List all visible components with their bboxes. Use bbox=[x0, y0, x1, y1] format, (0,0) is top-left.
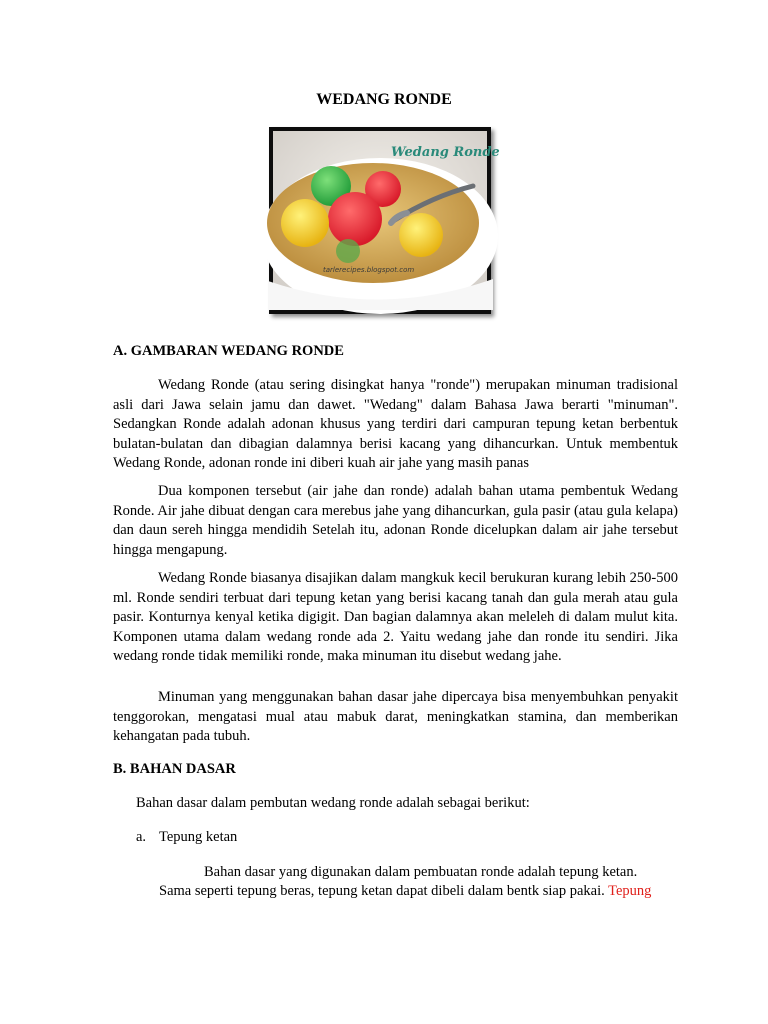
section-b-heading: B. BAHAN DASAR bbox=[113, 761, 236, 777]
list-item-marker: a. bbox=[136, 829, 147, 845]
section-a-paragraph: Wedang Ronde biasanya disajikan dalam mangkuk kecil berukuran kurang lebih 250-500 ml. Ronde sendiri terbuat dari tepung ketan yang berisi kacang tanah dan gula merah atau gula pasir. Konturnya kenyal ketika digigit. Dan bagian dalamnya akan meleleh di dalam mulut kita. Komponen utama dalam wedang ronde ada 2. Yaitu wedang jahe dan ronde itu sendiri. Jika wedang ronde tidak memiliki ronde, maka minuman itu disebut wedang jahe. bbox=[113, 570, 678, 664]
bowl-illustration bbox=[273, 131, 500, 310]
photo-caption: Wedang Ronde bbox=[391, 145, 500, 160]
list-item-text: Sama seperti tepung beras, tepung ketan dapat dibeli dalam bentk siap pakai. Tepung bbox=[159, 883, 652, 899]
wedang-ronde-photo bbox=[269, 127, 500, 314]
section-a-heading: A. GAMBARAN WEDANG RONDE bbox=[113, 343, 344, 359]
list-item-label: Tepung ketan bbox=[159, 829, 238, 845]
list-item-text: Bahan dasar yang digunakan dalam pembuatan ronde adalah tepung ketan. bbox=[204, 864, 638, 880]
document-title: WEDANG RONDE bbox=[316, 91, 452, 108]
yellow-ball bbox=[281, 199, 329, 247]
photo-watermark: tarlerecipes.blogspot.com bbox=[323, 266, 415, 274]
highlighted-text: Tepung bbox=[608, 883, 652, 899]
section-a-paragraph: Wedang Ronde (atau sering disingkat hanya "ronde") merupakan minuman tradisional asli dari Jawa selain jamu dan dawet. "Wedang" dalam Bahasa Jawa berarti "minuman". Sedangkan Ronde adalah adonan khusus yang terdiri dari campuran tepung ketan berbentuk bulatan-bulatan dan dibagian dalamnya berisi kacang yang dihancurkan. Untuk membentuk Wedang Ronde, adonan ronde ini diberi kuah air jahe yang masih panas bbox=[113, 377, 678, 471]
section-b-intro: Bahan dasar dalam pembutan wedang ronde adalah sebagai berikut: bbox=[136, 795, 530, 811]
yellow-ball bbox=[399, 213, 443, 257]
section-a-paragraph: Dua komponen tersebut (air jahe dan ronde) adalah bahan utama pembentuk Wedang Ronde. Air jahe dibuat dengan cara merebus jahe yang dihancurkan, gula pasir (atau gula kelapa) dan daun sereh hingga mendidih Setelah itu, adonan Ronde dicelupkan dalam air jahe tersebut hingga mengapung. bbox=[113, 483, 678, 558]
red-ball bbox=[328, 192, 382, 246]
section-a-paragraph: Minuman yang menggunakan bahan dasar jahe dipercaya bisa menyembuhkan penyakit tenggorokan, mengatasi mual atau mabuk darat, meningkatkan stamina, dan memberikan kehangatan pada tubuh. bbox=[113, 689, 678, 744]
